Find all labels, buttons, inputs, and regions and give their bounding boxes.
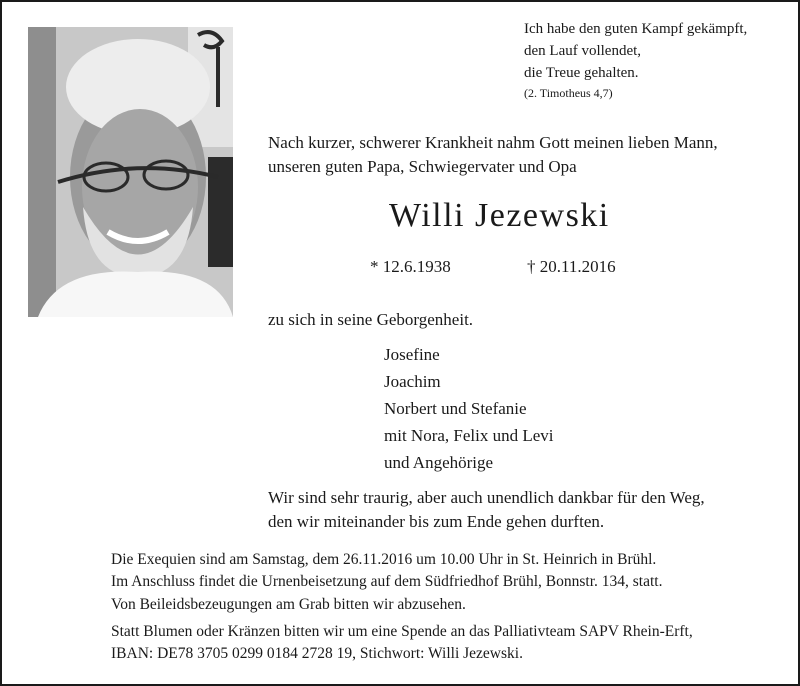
mourner: Josefine (384, 345, 440, 364)
donation-line: Statt Blumen oder Kränzen bitten wir um eine Spende an das Palliativteam SAPV Rhein-Erft, (111, 623, 693, 640)
mourner: Norbert und Stefanie (384, 399, 527, 418)
mourner: mit Nora, Felix und Levi (384, 426, 554, 445)
bible-verse (524, 18, 747, 84)
verse-line: Ich habe den guten Kampf gekämpft, (524, 21, 748, 37)
death-date: † 20.11.2016 (527, 257, 616, 276)
portrait-image (28, 27, 233, 317)
verse-line: den Lauf vollendet, (524, 43, 642, 59)
mourners-list (384, 341, 554, 476)
birth-date: * 12.6.1938 (370, 257, 451, 276)
condolence-note (111, 594, 466, 616)
intro-line: unseren guten Papa, Schwiegervater und Opa (268, 157, 577, 176)
portrait-photo (28, 27, 233, 317)
mourner: und Angehörige (384, 453, 494, 472)
service-info (111, 549, 662, 593)
intro-line: Nach kurzer, schwerer Krankheit nahm Gott meinen lieben Mann, (268, 133, 718, 152)
thanks-line: den wir miteinander bis zum Ende gehen durften. (268, 512, 605, 531)
service-line: Im Anschluss findet die Urnenbeisetzung auf dem Südfriedhof Brühl, Bonnstr. 134, statt. (111, 573, 663, 590)
into-safety-text: zu sich in seine Geborgenheit. (268, 310, 474, 329)
verse-reference: (2. Timotheus 4,7) (524, 86, 613, 100)
verse-line: die Treue gehalten. (524, 65, 639, 81)
donation-info (111, 621, 693, 665)
intro-text (268, 131, 718, 179)
deceased-name: Willi Jezewski (389, 197, 610, 234)
thanks-line: Wir sind sehr traurig, aber auch unendlich dankbar für den Weg, (268, 488, 705, 507)
thanks-text (268, 486, 705, 534)
donation-line: IBAN: DE78 3705 0299 0184 2728 19, Stichwort: Willi Jezewski. (111, 645, 523, 662)
condolence-line: Von Beileidsbezeugungen am Grab bitten wir abzusehen. (111, 596, 466, 613)
service-line: Die Exequien sind am Samstag, dem 26.11.2016 um 10.00 Uhr in St. Heinrich in Brühl. (111, 551, 657, 568)
mourner: Joachim (384, 372, 441, 391)
